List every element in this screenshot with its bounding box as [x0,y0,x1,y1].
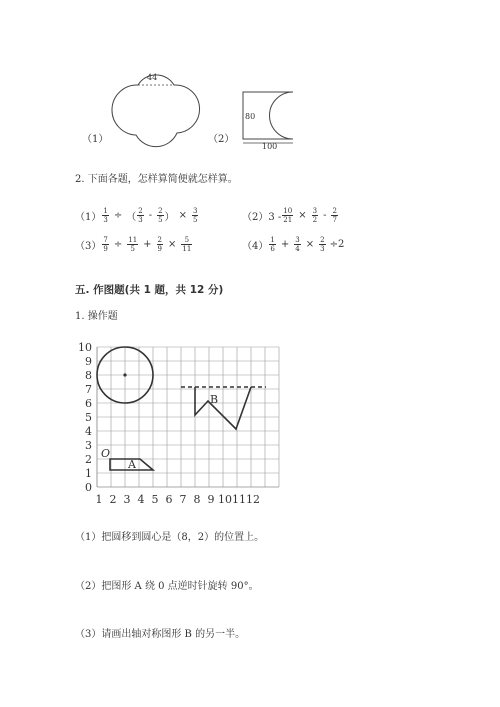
x-tick-label: 10 [218,493,232,505]
x-tick-label: 12 [246,493,260,505]
tick-labels [78,341,260,505]
instruction-3: （3）请画出轴对称图形 B 的另一半。 [75,629,246,640]
y-tick-label: 6 [85,397,92,410]
x-tick-label: 6 [165,493,173,505]
fraction: $\frac{3}{2}$ [312,206,318,224]
fraction: $\frac{2}{7}$ [332,206,337,224]
y-tick-label: 7 [85,383,92,396]
geometry-figures [0,55,320,155]
y-tick-label: 8 [85,369,92,382]
expr-2: （2）3 - $\frac{10}{21}$ × $\frac{3}{2}$ - $\frac{2}{7}$ [242,206,337,224]
q1-label: 1. 操作题 [75,311,118,322]
y-tick-label: 2 [85,453,92,466]
figure-2-label: （2） [208,134,235,145]
x-tick-label: 9 [207,493,215,505]
fraction: $\frac{2}{5}$ [158,206,163,224]
label-a: A [128,458,136,471]
fraction: $\frac{3}{5}$ [192,206,198,224]
expr-1-label: （1） [75,211,102,223]
dim-100-label: 100 [262,142,278,151]
fraction: $\frac{2}{3}$ [138,206,143,224]
x-tick-label: 3 [123,493,131,505]
fraction: $\frac{11}{5}$ [128,235,138,253]
fraction: $\frac{1}{6}$ [270,235,275,253]
fraction: $\frac{3}{4}$ [295,235,300,253]
instruction-2: （2）把图形 A 绕 0 点逆时针旋转 90°。 [75,581,259,592]
y-tick-label: 10 [78,341,92,354]
flower-shape [112,75,200,147]
label-o: O [101,447,111,460]
expr-4: （4） $\frac{1}{6}$ + $\frac{3}{4}$ × $\frac{2}{3}$ ÷2 [242,235,345,253]
fraction: $\frac{2}{9}$ [157,235,163,253]
figure-1-label: （1） [82,134,109,145]
x-tick-label: 2 [109,493,117,505]
coordinate-grid [70,340,285,505]
x-tick-label: 1 [95,493,103,505]
y-tick-label: 3 [85,439,92,452]
x-tick-label: 8 [193,493,201,505]
x-tick-label: 4 [137,493,145,505]
y-tick-label: 9 [85,355,92,368]
y-tick-label: 1 [85,467,92,480]
dim-44-label: 44 [147,73,158,82]
y-tick-label: 4 [85,425,92,438]
section-5-title: 五. 作图题(共 1 题，共 12 分) [75,284,224,296]
y-tick-label: 5 [85,411,92,424]
q2-prompt: 2. 下面各题，怎样算简便就怎样算。 [75,174,238,185]
expr-3: （3） $\frac{7}{9}$ ÷ $\frac{11}{5}$ + $\frac{2}{9}$ × $\frac{5}{11}$ [75,235,192,253]
expr-1: （1） $\frac{1}{3}$ ÷ （ $\frac{2}{3}$ - $\frac{2}{5}$ ） × $\frac{3}{5}$ [75,206,198,224]
y-tick-label: 0 [85,481,92,494]
x-tick-label: 11 [232,493,246,505]
x-tick-label: 7 [179,493,187,505]
expr-3-label: （3） [75,240,102,252]
expr-2-label: （2）3 - [242,211,282,223]
grid-lines [97,347,279,487]
expr-4-label: （4） [242,240,269,252]
fraction: $\frac{1}{3}$ [103,206,108,224]
x-tick-label: 5 [151,493,159,505]
instruction-1: （1）把圆移到圆心是（8，2）的位置上。 [75,532,265,543]
fraction: $\frac{2}{3}$ [320,235,325,253]
fraction: $\frac{7}{9}$ [103,235,108,253]
dim-80-label: 80 [245,112,256,121]
label-b: B [210,393,219,406]
fraction: $\frac{10}{21}$ [283,206,293,224]
circle-center-dot [123,373,126,376]
fraction: $\frac{5}{11}$ [182,235,192,253]
